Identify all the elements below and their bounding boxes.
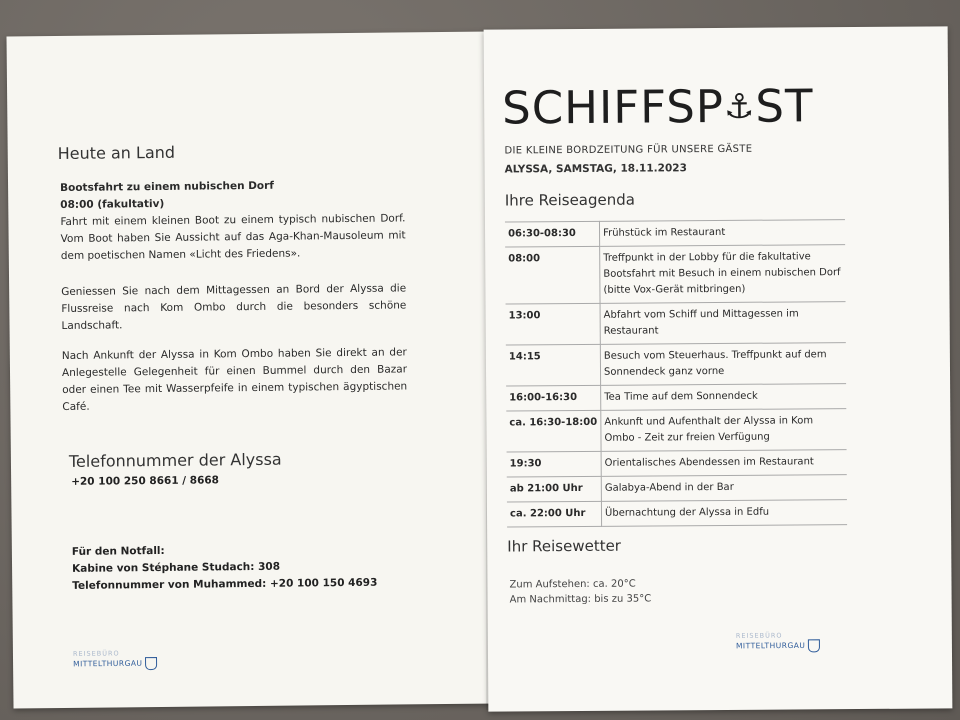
crest-icon <box>145 657 157 670</box>
agenda-desc: Tea Time auf dem Sonnendeck <box>601 384 847 411</box>
agenda-desc: Galabya-Abend in der Bar <box>601 475 847 502</box>
evening-paragraph: Nach Ankunft der Alyssa in Kom Ombo haben Sie direkt an der Anlegestelle Gelegenheit für einen Bummel durch den Bazar oder einen Tee mit Wasserpfeife in einem typischen ägyptischen Café. <box>61 346 408 413</box>
table-row <box>507 475 847 502</box>
agenda-time: ab 21:00 Uhr <box>507 476 602 502</box>
table-row <box>505 220 845 247</box>
agenda-time: 14:15 <box>506 344 601 386</box>
masthead-pre: SCHIFFSP <box>501 79 725 135</box>
crest-icon <box>808 639 820 652</box>
table-row <box>506 409 846 452</box>
today-ashore-heading: Heute an Land <box>57 142 176 164</box>
agenda-desc: Ankunft und Aufenthalt der Alyssa in Kom Ombo - Zeit zur freien Verfügung <box>601 409 847 452</box>
table-row <box>507 450 847 477</box>
masthead-subtitle: DIE KLEINE BORDZEITUNG FÜR UNSERE GÄSTE <box>504 143 753 157</box>
travel-agency-logo <box>736 631 821 653</box>
excursion-time: 08:00 (fakultativ) <box>60 197 165 211</box>
ship-phone-heading: Telefonnummer der Alyssa <box>68 449 282 471</box>
agenda-time: 19:30 <box>507 451 602 477</box>
logo-small-text: REISEBÜRO <box>735 631 783 640</box>
masthead <box>502 79 814 134</box>
masthead-post: ST <box>755 79 814 133</box>
dateline: ALYSSA, SAMSTAG, 18.11.2023 <box>504 162 687 176</box>
agenda-heading: Ihre Reiseagenda <box>504 190 636 210</box>
left-page <box>6 31 497 708</box>
excursion-section <box>60 176 406 265</box>
agenda-time: 13:00 <box>506 303 601 345</box>
table-row <box>506 384 846 411</box>
agenda-desc: Übernachtung der Alyssa in Edfu <box>601 500 847 527</box>
weather-heading: Ihr Reisewetter <box>507 536 622 556</box>
emergency-title: Für den Notfall: <box>71 544 165 558</box>
emergency-phone: Telefonnummer von Muhammed: +20 100 150 4693 <box>72 576 378 592</box>
agenda-desc: Abfahrt vom Schiff und Mittagessen im Restaurant <box>600 302 846 345</box>
right-page <box>484 26 953 711</box>
weather-afternoon: Am Nachmittag: bis zu 35°C <box>509 593 652 606</box>
agenda-time: 16:00-16:30 <box>506 385 601 411</box>
weather-morning: Zum Aufstehen: ca. 20°C <box>509 578 636 591</box>
agenda-desc: Besuch vom Steuerhaus. Treffpunkt auf dem Sonnendeck ganz vorne <box>600 343 846 386</box>
excursion-title: Bootsfahrt zu einem nubischen Dorf <box>60 179 274 194</box>
afternoon-paragraph: Geniessen Sie nach dem Mittagessen an Bord der Alyssa die Flussreise nach Kom Ombo durch die besonders schöne Landschaft. <box>61 282 407 332</box>
emergency-cabin: Kabine von Stéphane Studach: 308 <box>72 560 281 575</box>
logo-small-text: REISEBÜRO <box>72 649 120 658</box>
ship-phone-numbers: +20 100 250 8661 / 8668 <box>71 474 220 488</box>
travel-agency-logo <box>73 649 158 671</box>
agenda-time: 08:00 <box>505 246 600 304</box>
agenda-time: ca. 22:00 Uhr <box>507 501 602 527</box>
table-row <box>506 302 846 345</box>
agenda-desc: Frühstück im Restaurant <box>599 220 845 247</box>
anchor-icon: ⚓ <box>723 86 756 127</box>
agenda-table <box>505 219 847 527</box>
excursion-text: Fahrt mit einem kleinen Boot zu einem typisch nubischen Dorf. Vom Boot haben Sie Aussicht auf das Aga-Khan-Mausoleum mit dem poetischen Namen «Licht des Friedens». <box>60 212 406 262</box>
emergency-section <box>72 541 378 595</box>
agenda-desc: Orientalisches Abendessen im Restaurant <box>601 450 847 477</box>
logo-name: MITTELTHURGAU <box>73 658 143 669</box>
table-row <box>505 245 845 304</box>
weather-section <box>509 576 651 607</box>
agenda-desc: Treffpunkt in der Lobby für die fakultative Bootsfahrt mit Besuch in einem nubischen Dorf (bitte Vox-Gerät mitbringen) <box>600 245 846 304</box>
logo-name: MITTELTHURGAU <box>735 640 806 651</box>
table-row <box>507 500 847 527</box>
table-row <box>506 343 846 386</box>
agenda-time: ca. 16:30-18:00 <box>506 410 601 452</box>
agenda-time: 06:30-08:30 <box>505 221 600 247</box>
